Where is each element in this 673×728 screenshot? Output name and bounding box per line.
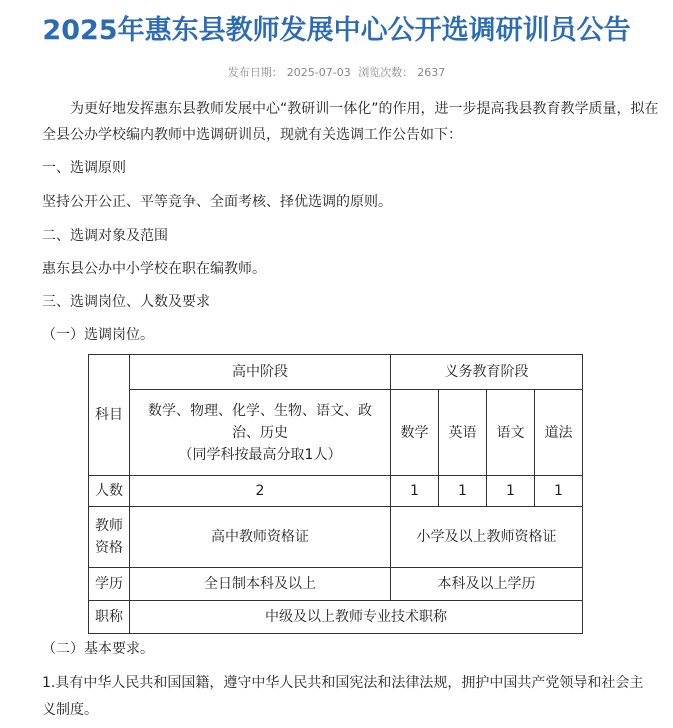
- requirement-1-line-1: 1.具有中华人民共和国国籍，遵守中华人民共和国宪法和法律法规，拥护中国共产党领导和社会主: [42, 675, 644, 691]
- high-subjects-line-3: （同学科按最高分取1人）: [178, 446, 342, 463]
- compulsory-subject: 语文: [487, 390, 535, 476]
- table-row: [89, 390, 583, 476]
- qualification-label-line-1: 教师: [95, 518, 123, 534]
- high-subjects-line-2: 治、历史: [232, 424, 288, 441]
- page-title: 2025年惠东县教师发展中心公开选调研训员公告: [42, 15, 631, 46]
- table-row: [89, 476, 583, 507]
- title-label: 职称: [89, 601, 130, 634]
- section-heading-scope: 二、选调对象及范围: [42, 228, 168, 244]
- compulsory-subject: 英语: [439, 390, 487, 476]
- table-row: [89, 568, 583, 601]
- compulsory-count: 1: [391, 476, 439, 507]
- title-requirement: 中级及以上教师专业技术职称: [130, 601, 583, 634]
- qualification-label-line-2: 资格: [95, 540, 123, 556]
- view-count: 2637: [417, 66, 446, 79]
- count-label: 人数: [89, 476, 130, 507]
- table-row: [89, 601, 583, 634]
- sub-heading-requirements: （二）基本要求。: [42, 641, 154, 657]
- education-label: 学历: [89, 568, 130, 601]
- high-school-qualification: 高中教师资格证: [130, 507, 391, 568]
- positions-table: [88, 354, 583, 634]
- high-subjects-line-1: 数学、物理、化学、生物、语文、政: [148, 402, 372, 419]
- intro-line-2: 全县公办学校编内教师中选调研训员，现就有关选调工作公告如下：: [42, 127, 462, 143]
- requirement-1-line-2: 义制度。: [42, 702, 98, 718]
- high-school-subjects: [130, 390, 391, 476]
- intro-line-1: 为更好地发挥惠东县教师发展中心“教研训一体化”的作用，进一步提高我县教育教学质量，拟在: [70, 101, 659, 117]
- sub-heading-positions: （一）选调岗位。: [42, 327, 154, 343]
- compulsory-education: 本科及以上学历: [391, 568, 583, 601]
- high-school-header: 高中阶段: [130, 355, 391, 390]
- article-meta: [0, 64, 673, 80]
- high-school-count: 2: [130, 476, 391, 507]
- compulsory-subject: 数学: [391, 390, 439, 476]
- publish-date-label: 发布日期：: [227, 66, 283, 79]
- section-text-scope: 惠东县公办中小学校在职在编教师。: [42, 261, 266, 277]
- compulsory-count: 1: [439, 476, 487, 507]
- compulsory-header: 义务教育阶段: [391, 355, 583, 390]
- views-label: 浏览次数：: [358, 66, 414, 79]
- section-heading-positions: 三、选调岗位、人数及要求: [42, 294, 210, 310]
- section-heading-principles: 一、选调原则: [42, 160, 126, 176]
- compulsory-subject: 道法: [535, 390, 583, 476]
- compulsory-count: 1: [535, 476, 583, 507]
- table-row: [89, 355, 583, 390]
- subject-label: 科目: [89, 355, 130, 476]
- compulsory-qualification: 小学及以上教师资格证: [391, 507, 583, 568]
- compulsory-count: 1: [487, 476, 535, 507]
- publish-date: 2025-07-03: [286, 66, 351, 79]
- high-school-education: 全日制本科及以上: [130, 568, 391, 601]
- qualification-label: [89, 507, 130, 568]
- table-row: [89, 507, 583, 568]
- section-text-principles: 坚持公开公正、平等竞争、全面考核、择优选调的原则。: [42, 194, 392, 210]
